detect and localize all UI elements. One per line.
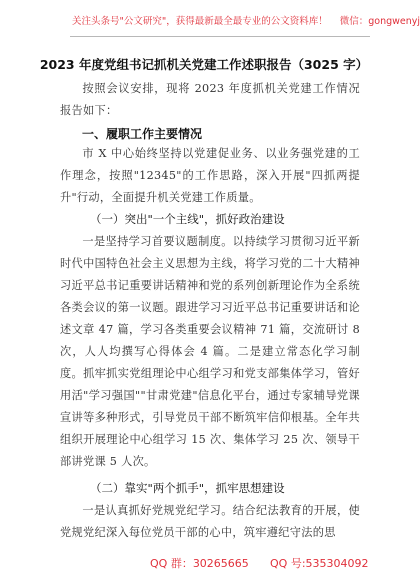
footer-contact xyxy=(0,555,408,573)
section1-paragraph: 市 X 中心始终坚持以党建促业务、以业务强党建的工作理念，按照"12345"的工作思路，深入开展"四抓两提升"行动，全面提升机关党建工作质量。 xyxy=(60,147,360,204)
banner-promo-text: 关注头条号"公文研究"，获得最新最全最专业的公文资料库！ xyxy=(72,16,328,27)
top-banner xyxy=(72,12,420,32)
intro-paragraph: 按照会议安排，现将 2023 年度抓机关党建工作情况报告如下： xyxy=(60,82,360,117)
subsection1-paragraph: 一是坚持学习首要议题制度。以持续学习贯彻习近平新时代中国特色社会主义思想为主线，将学习党的二十大精神习近平总书记重要讲话精神和党的系列创新理论作为全系统各类会议的第一议题。跟进学习习近平总书记重要讲话和论述文章 47 篇，学习各类重要会议精神 71 篇，交流研讨 8 次，人人均撰写心得体会 4 篇。二是建立常态化学习制度。抓牢抓实党组理论中心组学习和党支部集体学习，管好用活"学习强国""甘肃党建"信息化平台，通过专家辅导党课宣讲等多种形式，引导党员干部不断筑牢信仰根基。全年共组织开展理论中心组学习 15 次、集体学习 25 次、领导干部讲党课 5 人次。 xyxy=(60,235,360,468)
footer-qq-group: QQ 群：30265665 xyxy=(150,557,249,570)
document-title: 2023 年度党组书记抓机关党建工作述职报告（3025 字） xyxy=(39,57,369,72)
footer-qq-number: QQ 号:535304092 xyxy=(270,557,369,570)
subsection-heading-2: （二）靠实"两个抓手"，抓牢思想建设 xyxy=(90,481,285,495)
subsection-heading-1: （一）突出"一个主线"，抓好政治建设 xyxy=(90,212,285,226)
section-heading-1: 一、履职工作主要情况 xyxy=(82,127,203,141)
banner-divider xyxy=(70,36,370,37)
banner-wechat-text: 微信：gongwenyj xyxy=(339,16,420,27)
subsection2-paragraph: 一是认真抓好党规党纪学习。结合纪法教育的开展，使党规党纪深入每位党员干部的心中，筑牢遵纪守法的思 xyxy=(60,504,360,539)
